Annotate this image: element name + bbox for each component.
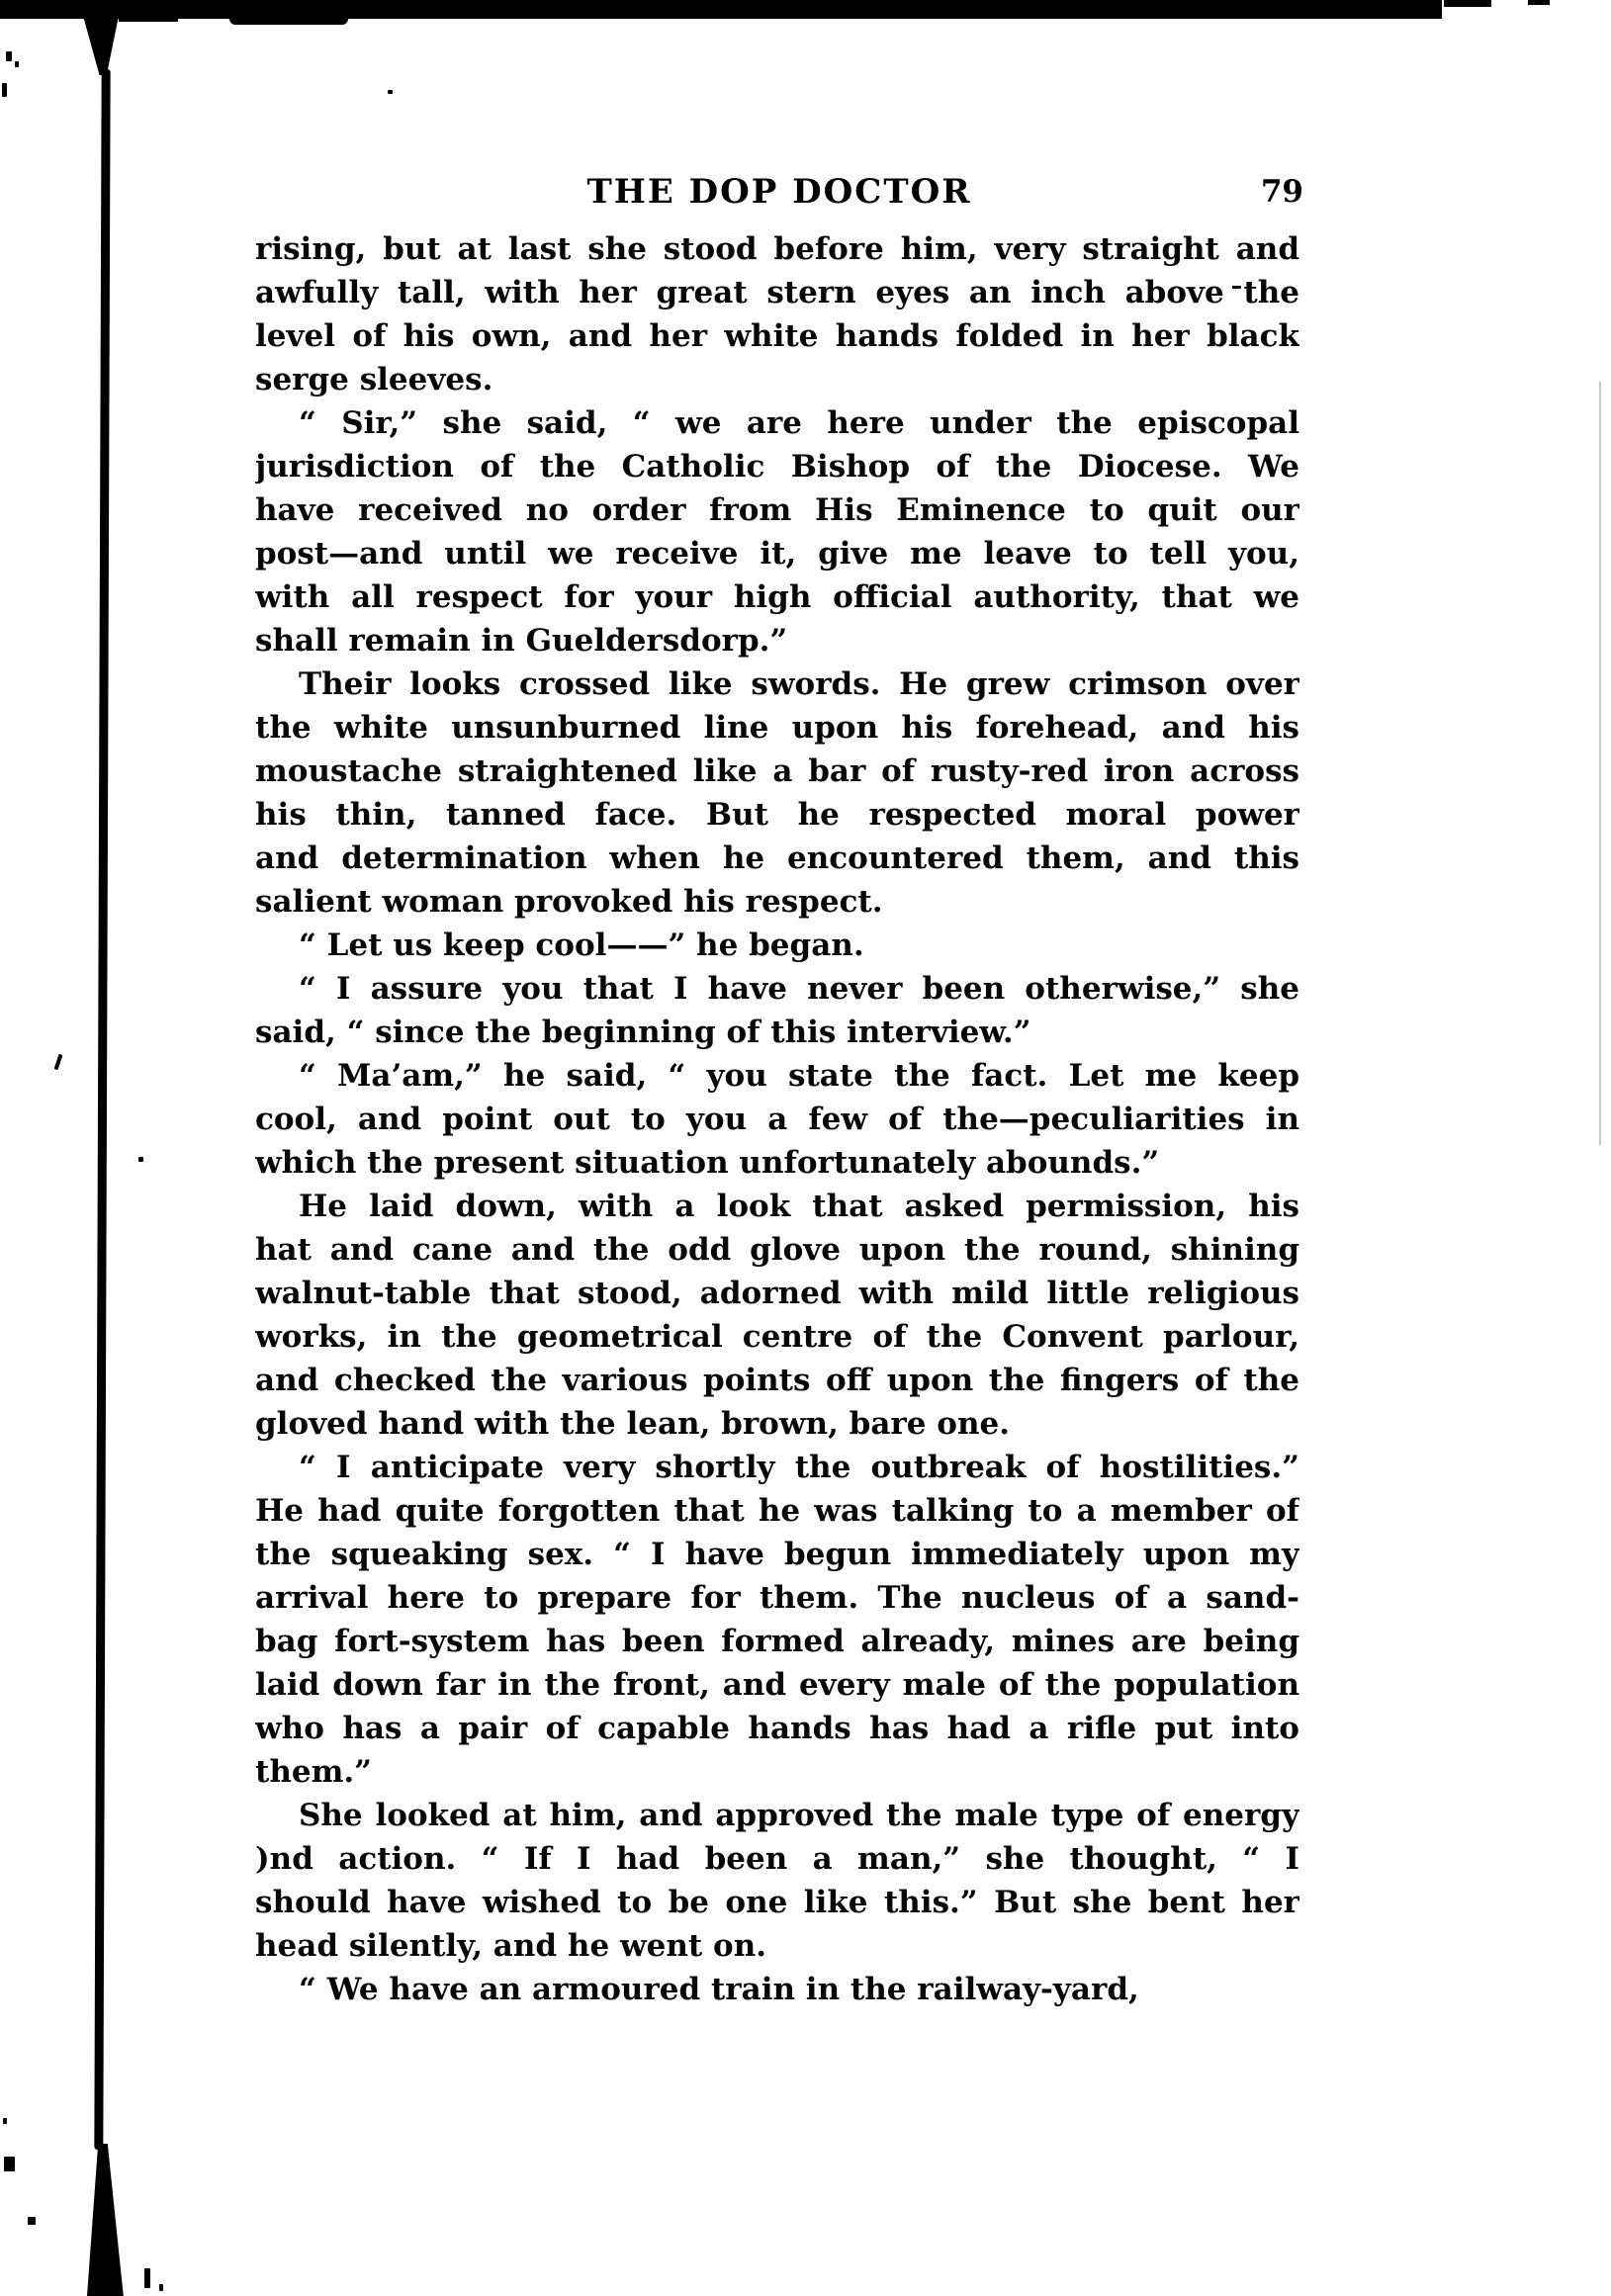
paragraph bbox=[255, 924, 1299, 967]
text-line: serge sleeves. bbox=[255, 362, 493, 397]
ink-speck bbox=[4, 2157, 15, 2171]
text-line: with all respect for your high official authority, that we bbox=[255, 579, 1299, 615]
text-line: He laid down, with a look that asked permission, his bbox=[299, 1189, 1299, 1224]
page-text bbox=[255, 227, 1299, 2011]
text-line: “ Ma’am,” he said, “ you state the fact. Let me keep bbox=[299, 1058, 1299, 1094]
text-line: the squeaking sex. “ I have begun immediately upon my bbox=[255, 1537, 1299, 1572]
text-line: moustache straightened like a bar of rusty-red iron across bbox=[255, 753, 1299, 789]
ink-speck bbox=[15, 61, 19, 67]
text-line: shall remain in Gueldersdorp.” bbox=[255, 623, 788, 659]
text-line: Their looks crossed like swords. He grew crimson over bbox=[299, 666, 1299, 702]
paragraph bbox=[255, 662, 1299, 924]
text-line: awfully tall, with her great stern eyes an inch above the bbox=[255, 275, 1299, 310]
text-line: and determination when he encountered them, and this bbox=[255, 840, 1299, 876]
text-line: his thin, tanned face. But he respected moral power bbox=[255, 797, 1299, 833]
text-line: salient woman provoked his respect. bbox=[255, 884, 883, 920]
running-header-title: THE DOP DOCTOR bbox=[586, 172, 972, 212]
text-line: and checked the various points off upon the fingers of the bbox=[255, 1363, 1299, 1398]
scan-edge-top bbox=[0, 0, 1442, 19]
paragraph bbox=[255, 1794, 1299, 1968]
paragraph bbox=[255, 401, 1299, 662]
ink-speck bbox=[138, 1157, 143, 1162]
text-line: should have wished to be one like this.” But she bent her bbox=[255, 1885, 1299, 1920]
text-line: rising, but at last she stood before him, very straight and bbox=[255, 231, 1299, 267]
ink-speck bbox=[6, 51, 12, 61]
paragraph bbox=[255, 1446, 1299, 1794]
paragraph bbox=[255, 227, 1299, 401]
paragraph bbox=[255, 1968, 1299, 2011]
text-line: cool, and point out to you a few of the—peculiarities in bbox=[255, 1102, 1299, 1137]
scan-edge-top-fragment bbox=[1528, 0, 1550, 5]
text-line: “ Sir,” she said, “ we are here under the episcopal bbox=[299, 405, 1299, 441]
text-line: laid down far in the front, and every male of the population bbox=[255, 1667, 1299, 1703]
text-line: “ I anticipate very shortly the outbreak of hostilities.” bbox=[299, 1450, 1299, 1485]
text-line: bag fort-system has been formed already, mines are being bbox=[255, 1624, 1299, 1659]
ink-speck bbox=[159, 2284, 163, 2291]
text-line: who has a pair of capable hands has had a rifle put into bbox=[255, 1711, 1299, 1746]
text-line: jurisdiction of the Catholic Bishop of the Diocese. We bbox=[255, 449, 1299, 485]
text-line: post—and until we receive it, give me leave to tell you, bbox=[255, 536, 1299, 572]
text-line: have received no order from His Eminence to quit our bbox=[255, 492, 1299, 528]
scan-edge-top-fragment bbox=[1444, 0, 1491, 7]
ink-smudge bbox=[229, 17, 348, 25]
text-line: hat and cane and the odd glove upon the round, shining bbox=[255, 1232, 1299, 1268]
text-line: works, in the geometrical centre of the Convent parlour, bbox=[255, 1319, 1299, 1355]
ink-speck bbox=[28, 2217, 36, 2225]
ink-speck bbox=[3, 2118, 7, 2124]
ink-speck bbox=[388, 90, 393, 94]
text-line: level of his own, and her white hands folded in her black bbox=[255, 318, 1299, 354]
text-line: the white unsunburned line upon his forehead, and his bbox=[255, 710, 1299, 746]
text-line: arrival here to prepare for them. The nucleus of a sand- bbox=[255, 1580, 1299, 1616]
text-line: She looked at him, and approved the male type of energy bbox=[299, 1798, 1299, 1833]
ink-speck bbox=[54, 1054, 63, 1070]
ink-speck bbox=[144, 2268, 150, 2288]
text-line: “ Let us keep cool——” he began. bbox=[299, 927, 864, 963]
binding-shadow bbox=[94, 69, 110, 2150]
page-header bbox=[255, 170, 1303, 214]
ink-smudge bbox=[119, 17, 178, 22]
text-line: He had quite forgotten that he was talking to a member of bbox=[255, 1493, 1299, 1529]
text-line: walnut-table that stood, adorned with mild little religious bbox=[255, 1276, 1299, 1311]
text-line: said, “ since the beginning of this interview.” bbox=[255, 1015, 1031, 1050]
text-line: which the present situation unfortunately abounds.” bbox=[255, 1145, 1160, 1181]
text-line: )nd action. “ If I had been a man,” she thought, “ I bbox=[255, 1841, 1299, 1877]
text-line: “ I assure you that I have never been otherwise,” she bbox=[299, 971, 1299, 1007]
text-line: them.” bbox=[255, 1754, 373, 1790]
text-line: “ We have an armoured train in the railway-yard, bbox=[299, 1972, 1139, 2007]
paragraph bbox=[255, 1185, 1299, 1446]
page-number: 79 bbox=[1260, 174, 1303, 210]
binding-shadow-bottom bbox=[87, 2144, 127, 2296]
binding-shadow-top bbox=[83, 16, 119, 75]
paragraph bbox=[255, 967, 1299, 1054]
scan-edge-right bbox=[1599, 382, 1601, 1145]
text-line: head silently, and he went on. bbox=[255, 1928, 767, 1964]
paragraph bbox=[255, 1054, 1299, 1185]
text-line: gloved hand with the lean, brown, bare one. bbox=[255, 1406, 1010, 1442]
ink-speck bbox=[2, 83, 7, 97]
